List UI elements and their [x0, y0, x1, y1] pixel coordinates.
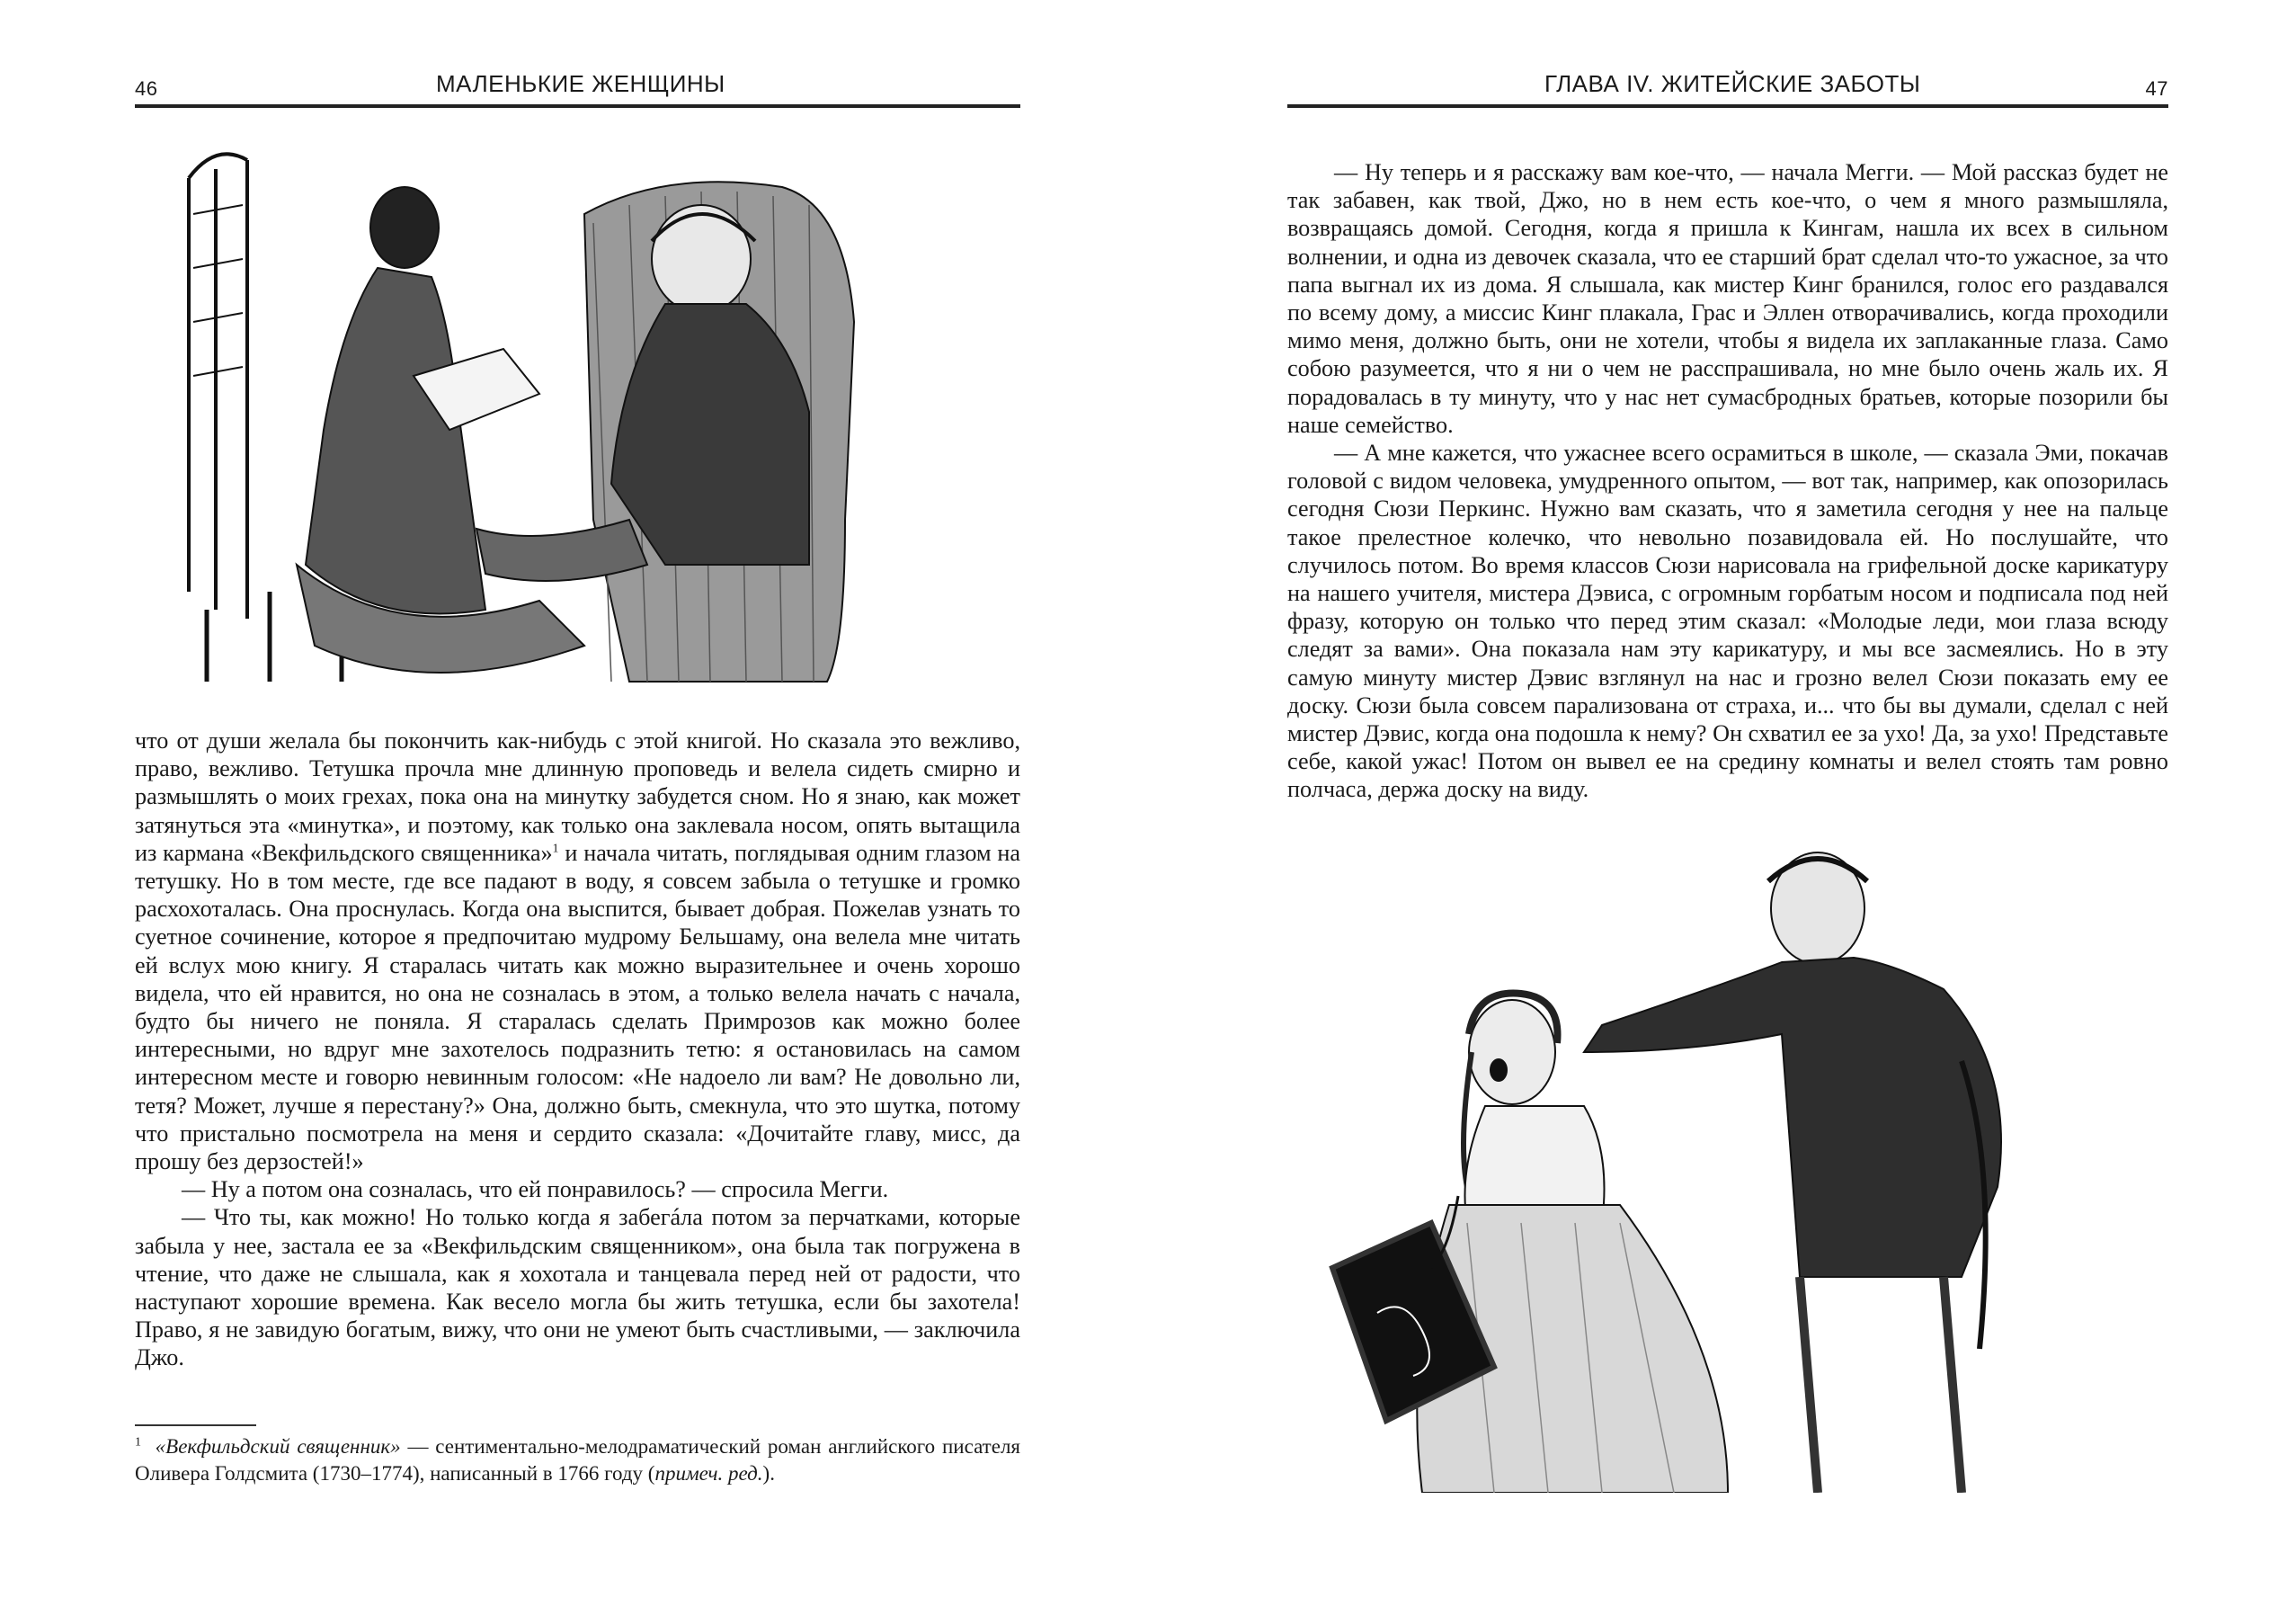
footnote-term: «Векфильдский священник» — [155, 1435, 401, 1458]
running-title-left: МАЛЕНЬКИЕ ЖЕНЩИНЫ — [436, 70, 725, 97]
engraving-reading-scene — [162, 142, 971, 691]
paragraph: — Что ты, как можно! Но только когда я забегáла потом за перчатками, которые забыла у нее, застала ее за «Векфильдским священником», она была так погружена в чтение, что даже не слышала, как я хохотала и танцевала перед ней от радости, что наступают хорошие времена. Как весело могла бы жить тетушка, если бы захотела! Право, я не завидую богатым, вижу, что они не умеют быть счастливыми, — заключила Джо. — [135, 1204, 1020, 1371]
running-title-right: ГЛАВА IV. ЖИТЕЙСКИЕ ЗАБОТЫ — [1544, 70, 1921, 97]
paragraph-text: и начала читать, поглядывая одним глазом на тетушку. Но в том месте, где все падают в воду, я совсем забыла о тетушке и громко расхохоталась. Она проснулась. Когда она выспится, бывает добрая. Пожелав узнать то суетное сочинение, которое я предпочитаю мудрому Бельшаму, она велела мне читать ей вслух мою книгу. Я старалась читать как можно выразительнее и очень хорошо видела, что ей нравится, но она не созналась в этом, а только велела начать с начала, будто бы ничего не поняла. Я старалась сделать Примрозов как можно более интересными, но вдруг мне захотелось подразнить тетю: я остановилась на самом интересном месте и говорю невинным голосом: «Не надоело ли вам? Не довольно ли, тетя? Может, лучше я перестану?» Она, должно быть, смекнула, что это шутка, потому что пристально посмотрела на меня и сердито сказала: «Дочитайте главу, мисс, да прошу без дерзостей!» — [135, 839, 1021, 1175]
header-rule-left — [135, 104, 1020, 108]
footnote — [135, 1433, 1020, 1487]
running-head-right — [1287, 70, 2168, 108]
footnote-marker: 1 — [552, 842, 559, 856]
footnote-text: — сентиментально-мелодраматический роман английского писателя Оливера Голдсмита (1730–1774), написанный в 1766 году ( — [135, 1435, 1021, 1485]
page-number-right: 47 — [2145, 77, 2168, 100]
paragraph-text: что от души желала бы покончить как-нибудь с этой книгой. Но сказала это вежливо, право, вежливо. Тетушка прочла мне длинную проповедь и велела сидеть смирно и размышлять о моих грехах, пока она на минутку забудется сном. Но я знаю, как может затянуться эта «минутка», и поэтому, как только она заклевала носом, опять вытащила из кармана «Векфильдского священника» — [135, 727, 1020, 866]
footnote-number: 1 — [135, 1435, 141, 1450]
paragraph: — Ну а потом она созналась, что ей понравилось? — спросила Мегги. — [182, 1176, 889, 1203]
engraving-classroom-scene — [1314, 845, 2123, 1493]
illustration-teacher-and-susie — [1314, 845, 2123, 1493]
footnote-end: ). — [762, 1462, 775, 1485]
body-text-left — [135, 727, 1020, 1372]
paragraph — [135, 727, 1020, 1175]
paragraph: — Ну теперь и я расскажу вам кое-что, — начала Мегги. — Мой рассказ будет не так забавен, как твой, Джо, но в нем есть кое-что, о чем я много размышляла, возвращаясь домой. Сегодня, когда я пришла к Кингам, нашла их всех в сильном волнении, и одна из девочек сказала, что ее старший брат сделал что-то ужасное, за что папа выгнал их из дома. Я слышала, как мистер Кинг бранился, голос его раздавался по всему дому, а миссис Кинг плакала, Грас и Эллен отворачивались, когда проходили мимо меня, должно быть, они не хотели, чтобы я видела их заплаканные глаза. Само собою разумеется, что я ни о чем не расспрашивала, но мне было очень жаль их. Я порадовалась в ту минуту, что у нас нет сумасбродных братьев, которые позорили бы наше семейство. — [1287, 159, 2168, 438]
paragraph: — А мне кажется, что ужаснее всего осрамиться в школе, — сказала Эми, покачав головой с видом человека, умудренного опытом, — вот так, например, как опозорилась сегодня Сюзи Перкинс. Нужно вам сказать, что я заметила сегодня у нее на пальце такое прелестное колечко, что невольно позавидовала ей. Но послушайте, что случилось потом. Во время классов Сюзи нарисовала на грифельной доске карикатуру на нашего учителя, мистера Дэвиса, с огромным горбатым носом и подписала под ней фразу, которую он только что перед этим сказал: «Молодые леди, мои глаза всюду следят за вами». Она показала нам эту карикатуру, и мы все засмеялись. Но в эту самую минуту мистер Дэвис взглянул на нас и грозно велел Сюзи показать ему ее доску. Сюзи была совсем парализована от страха, и... что бы вы думали, сделал с ней мистер Дэвис, когда она подошла к нему? Он схватил ее за ухо! Да, за ухо! Представьте себе, какой ужас! Потом он вывел ее на средину комнаты и велел стоять там ровно полчаса, держа доску на виду. — [1287, 440, 2168, 803]
footnote-rule — [135, 1424, 256, 1426]
illustration-aunt-and-jo-reading — [162, 142, 971, 691]
body-text-right — [1287, 158, 2168, 804]
right-page — [1148, 0, 2296, 1624]
running-head-left — [135, 70, 1020, 108]
page-number-left: 46 — [135, 77, 158, 100]
header-rule-right — [1287, 104, 2168, 108]
footnote-note: примеч. ред. — [654, 1462, 763, 1485]
